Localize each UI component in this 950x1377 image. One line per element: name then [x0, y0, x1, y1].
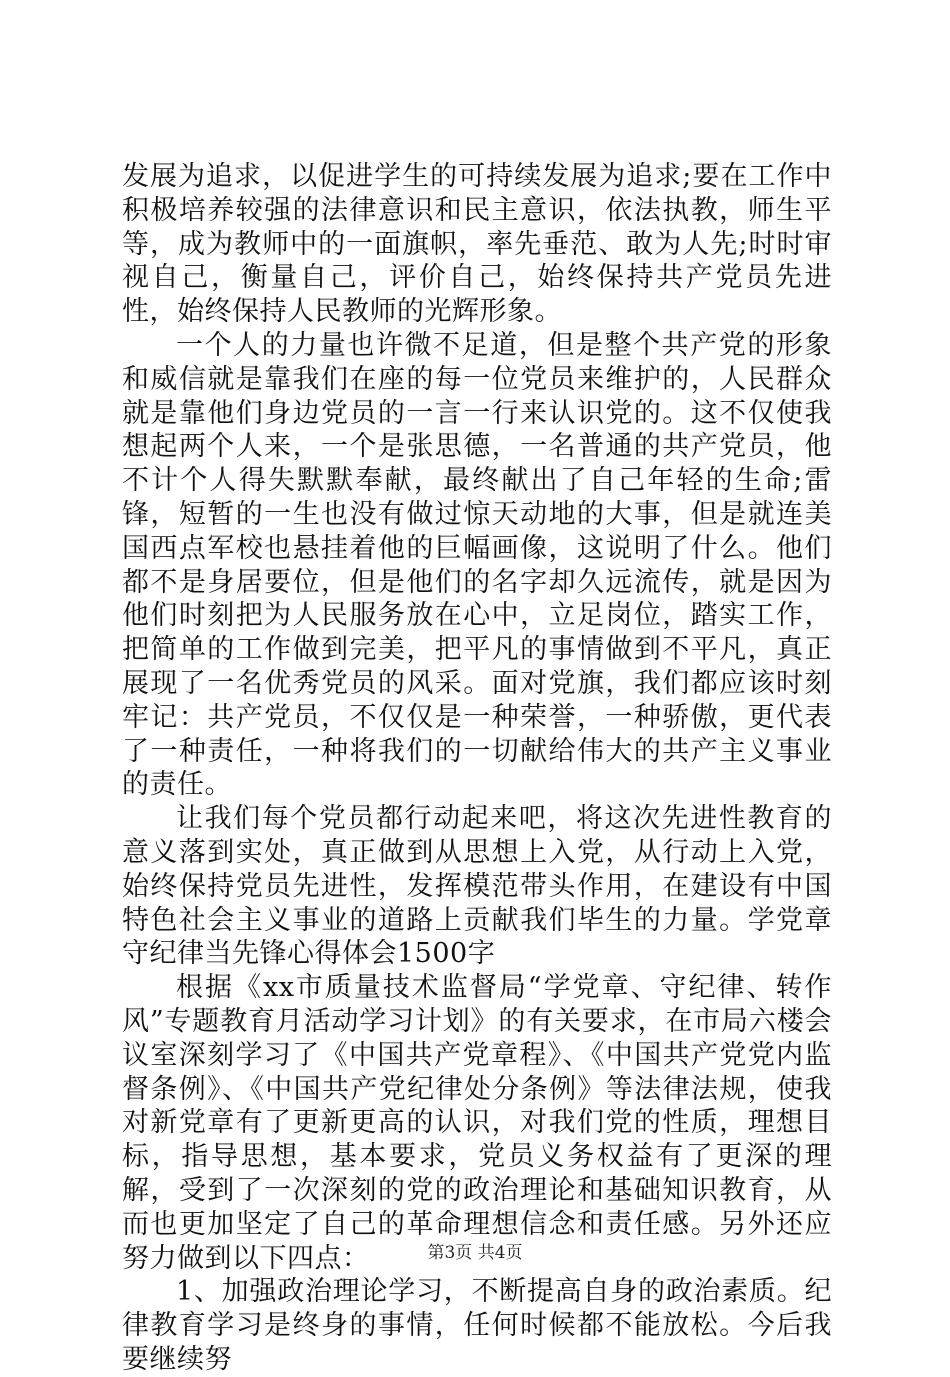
body-text — [122, 160, 832, 1377]
page-number-label: 第3页 共4页 — [427, 1243, 523, 1263]
paragraph-5: 1、加强政治理论学习，不断提高自身的政治素质。纪律教育学习是终身的事情，任何时候都不能放松。今后我要继续努 — [122, 1276, 832, 1375]
paragraph-3: 让我们每个党员都行动起来吧，将这次先进性教育的意义落到实处，真正做到从思想上入党，从行动上入党，始终保持党员先进性，发挥模范带头作用，在建设有中国特色社会主义事业的道路上贡献我们毕生的力量。学党章守纪律当先锋心得体会1500字 — [122, 803, 832, 970]
paragraph-4: 根据《xx市质量技术监督局“学党章、守纪律、转作风”专题教育月活动学习计划》的有关要求，在市局六楼会议室深刻学习了《中国共产党章程》、《中国共产党党内监督条例》、《中国共产党纪律处分条例》等法律法规，使我对新党章有了更新更高的认识，对我们党的性质，理想目标，指导思想，基本要求，党员义务权益有了更深的理解，受到了一次深刻的党的政治理论和基础知识教育，从而也更加坚定了自己的革命理想信念和责任感。另外还应努力做到以下四点： — [122, 972, 832, 1274]
paragraph-2: 一个人的力量也许微不足道，但是整个共产党的形象和威信就是靠我们在座的每一位党员来维护的，人民群众就是靠他们身边党员的一言一行来认识党的。这不仅使我想起两个人来，一个是张思德，一名普通的共产党员，他不计个人得失默默奉献，最终献出了自己年轻的生命;雷锋，短暂的一生也没有做过惊天动地的大事，但是就连美国西点军校也悬挂着他的巨幅画像，这说明了什么。他们都不是身居要位，但是他们的名字却久远流传，就是因为他们时刻把为人民服务放在心中，立足岗位，踏实工作，把简单的工作做到完美，把平凡的事情做到不平凡，真正展现了一名优秀党员的风采。面对党旗，我们都应该时刻牢记：共产党员，不仅仅是一种荣誉，一种骄傲，更代表了一种责任，一种将我们的一切献给伟大的共产主义事业的责任。 — [122, 329, 832, 801]
paragraph-1: 发展为追求，以促进学生的可持续发展为追求;要在工作中积极培养较强的法律意识和民主意识，依法执教，师生平等，成为教师中的一面旗帜，率先垂范、敢为人先;时时审视自己，衡量自己，评价自己，始终保持共产党员先进性，始终保持人民教师的光辉形象。 — [122, 161, 832, 328]
page-footer — [0, 1242, 950, 1264]
